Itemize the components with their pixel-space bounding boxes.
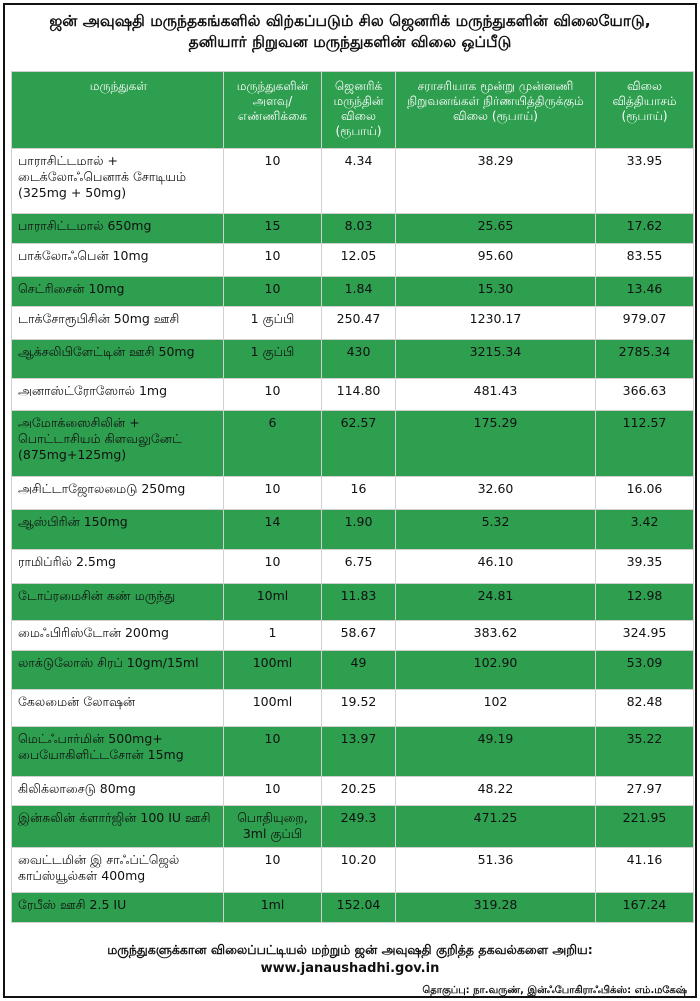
brand-price-cell: 25.65 <box>396 214 596 244</box>
quantity-cell: 10 <box>224 379 322 411</box>
table-row <box>12 149 694 214</box>
brand-price-cell: 3215.34 <box>396 340 596 379</box>
generic-price-cell: 4.34 <box>322 149 396 214</box>
difference-cell: 82.48 <box>596 690 694 727</box>
price-comparison-table <box>11 71 694 923</box>
table-row <box>12 340 694 379</box>
brand-price-cell: 1230.17 <box>396 307 596 340</box>
medicine-name: ஆக்சலிபிளேட்டின் ஊசி 50mg <box>12 340 224 379</box>
brand-price-cell: 38.29 <box>396 149 596 214</box>
medicine-name: பாராசிட்டமால் + டைக்லோஃபெனாக் சோடியம் (325mg + 50mg) <box>12 149 224 214</box>
medicine-name: டாக்சோரூபிசின் 50mg ஊசி <box>12 307 224 340</box>
difference-cell: 83.55 <box>596 244 694 277</box>
difference-cell: 979.07 <box>596 307 694 340</box>
generic-price-cell: 1.84 <box>322 277 396 307</box>
brand-price-cell: 175.29 <box>396 411 596 477</box>
generic-price-cell: 249.3 <box>322 806 396 848</box>
difference-cell: 167.24 <box>596 893 694 923</box>
quantity-cell: 1 குப்பி <box>224 307 322 340</box>
credit-line: தொகுப்பு: நா.வருண், இன்ஃபோகிராஃபிக்ஸ்: எம்.மகேஷ் <box>422 985 687 996</box>
brand-price-cell: 102.90 <box>396 651 596 690</box>
difference-cell: 17.62 <box>596 214 694 244</box>
brand-price-cell: 51.36 <box>396 848 596 893</box>
brand-price-cell: 471.25 <box>396 806 596 848</box>
table-row <box>12 651 694 690</box>
generic-price-cell: 114.80 <box>322 379 396 411</box>
difference-cell: 112.57 <box>596 411 694 477</box>
difference-cell: 33.95 <box>596 149 694 214</box>
table-row <box>12 244 694 277</box>
difference-cell: 2785.34 <box>596 340 694 379</box>
medicine-name: கேலமைன் லோஷன் <box>12 690 224 727</box>
medicine-name: அசிட்டாஜோலமைடு 250mg <box>12 477 224 510</box>
table-row <box>12 621 694 651</box>
quantity-cell: 1 <box>224 621 322 651</box>
medicine-name: பாக்லோஃபென் 10mg <box>12 244 224 277</box>
generic-price-cell: 62.57 <box>322 411 396 477</box>
medicine-name: மெட்ஃபார்மின் 500mg+ பையோகிளிட்டசோன் 15mg <box>12 727 224 777</box>
generic-price-cell: 152.04 <box>322 893 396 923</box>
generic-price-cell: 430 <box>322 340 396 379</box>
difference-cell: 13.46 <box>596 277 694 307</box>
table-row <box>12 477 694 510</box>
brand-price-cell: 481.43 <box>396 379 596 411</box>
table-row <box>12 893 694 923</box>
medicine-name: வைட்டமின் இ சாஃப்ட்ஜெல் காப்ஸ்யூல்கள் 400mg <box>12 848 224 893</box>
generic-price-cell: 6.75 <box>322 550 396 584</box>
difference-cell: 12.98 <box>596 584 694 621</box>
brand-price-cell: 24.81 <box>396 584 596 621</box>
infographic-frame <box>3 3 697 998</box>
brand-price-cell: 32.60 <box>396 477 596 510</box>
header-difference: விலை வித்தியாசம் (ரூபாய்) <box>596 72 694 149</box>
title-line-1: ஜன் அவுஷதி மருந்தகங்களில் விற்கப்படும் சில ஜெனரிக் மருந்துகளின் விலையோடு, <box>49 12 651 30</box>
website-link[interactable]: www.janaushadhi.gov.in <box>260 961 440 976</box>
table-row <box>12 307 694 340</box>
medicine-name: டோப்ரமைசின் கண் மருந்து <box>12 584 224 621</box>
quantity-cell: 14 <box>224 510 322 550</box>
generic-price-cell: 8.03 <box>322 214 396 244</box>
medicine-name: அமோக்ஸைசிலின் + பொட்டாசியம் கிளவலுனேட் (875mg+125mg) <box>12 411 224 477</box>
table-header-row <box>12 72 694 149</box>
difference-cell: 221.95 <box>596 806 694 848</box>
table-row <box>12 584 694 621</box>
quantity-cell: 10 <box>224 777 322 806</box>
table-row <box>12 214 694 244</box>
difference-cell: 27.97 <box>596 777 694 806</box>
medicine-name: லாக்டுலோஸ் சிரப் 10gm/15ml <box>12 651 224 690</box>
quantity-cell: 100ml <box>224 690 322 727</box>
medicine-name: செட்ரிசைன் 10mg <box>12 277 224 307</box>
medicine-name: அனாஸ்ட்ரோஸோல் 1mg <box>12 379 224 411</box>
table-row <box>12 690 694 727</box>
quantity-cell: 10 <box>224 149 322 214</box>
quantity-cell: 100ml <box>224 651 322 690</box>
generic-price-cell: 1.90 <box>322 510 396 550</box>
brand-price-cell: 383.62 <box>396 621 596 651</box>
title-line-2: தனியார் நிறுவன மருந்துகளின் விலை ஒப்பீடு <box>188 33 512 51</box>
medicine-name: ரேபீஸ் ஊசி 2.5 IU <box>12 893 224 923</box>
table-row <box>12 727 694 777</box>
table-row <box>12 806 694 848</box>
difference-cell: 39.35 <box>596 550 694 584</box>
generic-price-cell: 250.47 <box>322 307 396 340</box>
generic-price-cell: 12.05 <box>322 244 396 277</box>
quantity-cell: பொதியுறை, 3ml குப்பி <box>224 806 322 848</box>
table-row <box>12 550 694 584</box>
quantity-cell: 1ml <box>224 893 322 923</box>
generic-price-cell: 20.25 <box>322 777 396 806</box>
quantity-cell: 10 <box>224 244 322 277</box>
difference-cell: 41.16 <box>596 848 694 893</box>
quantity-cell: 10 <box>224 477 322 510</box>
quantity-cell: 10 <box>224 848 322 893</box>
difference-cell: 366.63 <box>596 379 694 411</box>
medicine-name: மைஃபிரிஸ்டோன் 200mg <box>12 621 224 651</box>
generic-price-cell: 49 <box>322 651 396 690</box>
quantity-cell: 15 <box>224 214 322 244</box>
table-row <box>12 379 694 411</box>
generic-price-cell: 19.52 <box>322 690 396 727</box>
generic-price-cell: 13.97 <box>322 727 396 777</box>
quantity-cell: 6 <box>224 411 322 477</box>
table-row <box>12 411 694 477</box>
brand-price-cell: 48.22 <box>396 777 596 806</box>
medicine-name: ராமிப்ரில் 2.5mg <box>12 550 224 584</box>
generic-price-cell: 58.67 <box>322 621 396 651</box>
medicine-name: இன்சுலின் க்ளார்ஜின் 100 IU ஊசி <box>12 806 224 848</box>
header-generic-price: ஜெனரிக் மருந்தின் விலை (ரூபாய்) <box>322 72 396 149</box>
table-row <box>12 777 694 806</box>
generic-price-cell: 10.20 <box>322 848 396 893</box>
header-quantity: மருந்துகளின் அளவு/ எண்ணிக்கை <box>224 72 322 149</box>
page-title <box>5 11 695 53</box>
quantity-cell: 10 <box>224 727 322 777</box>
table-row <box>12 277 694 307</box>
generic-price-cell: 11.83 <box>322 584 396 621</box>
difference-cell: 324.95 <box>596 621 694 651</box>
brand-price-cell: 95.60 <box>396 244 596 277</box>
quantity-cell: 10 <box>224 277 322 307</box>
table-row <box>12 510 694 550</box>
medicine-name: கிலிக்லாசைடு 80mg <box>12 777 224 806</box>
difference-cell: 53.09 <box>596 651 694 690</box>
quantity-cell: 1 குப்பி <box>224 340 322 379</box>
brand-price-cell: 15.30 <box>396 277 596 307</box>
brand-price-cell: 102 <box>396 690 596 727</box>
header-brand-price: சராசரியாக மூன்று முன்னணி நிறுவனங்கள் நிர்ணயித்திருக்கும் விலை (ரூபாய்) <box>396 72 596 149</box>
quantity-cell: 10 <box>224 550 322 584</box>
generic-price-cell: 16 <box>322 477 396 510</box>
difference-cell: 35.22 <box>596 727 694 777</box>
difference-cell: 16.06 <box>596 477 694 510</box>
footer-info-text: மருந்துகளுக்கான விலைப்பட்டியல் மற்றும் ஜன் அவுஷதி குறித்த தகவல்களை அறிய: <box>107 942 593 957</box>
medicine-name: ஆஸ்பிரின் 150mg <box>12 510 224 550</box>
difference-cell: 3.42 <box>596 510 694 550</box>
brand-price-cell: 319.28 <box>396 893 596 923</box>
brand-price-cell: 49.19 <box>396 727 596 777</box>
quantity-cell: 10ml <box>224 584 322 621</box>
table-row <box>12 848 694 893</box>
medicine-name: பாராசிட்டமால் 650mg <box>12 214 224 244</box>
header-medicine: மருந்துகள் <box>12 72 224 149</box>
brand-price-cell: 5.32 <box>396 510 596 550</box>
brand-price-cell: 46.10 <box>396 550 596 584</box>
